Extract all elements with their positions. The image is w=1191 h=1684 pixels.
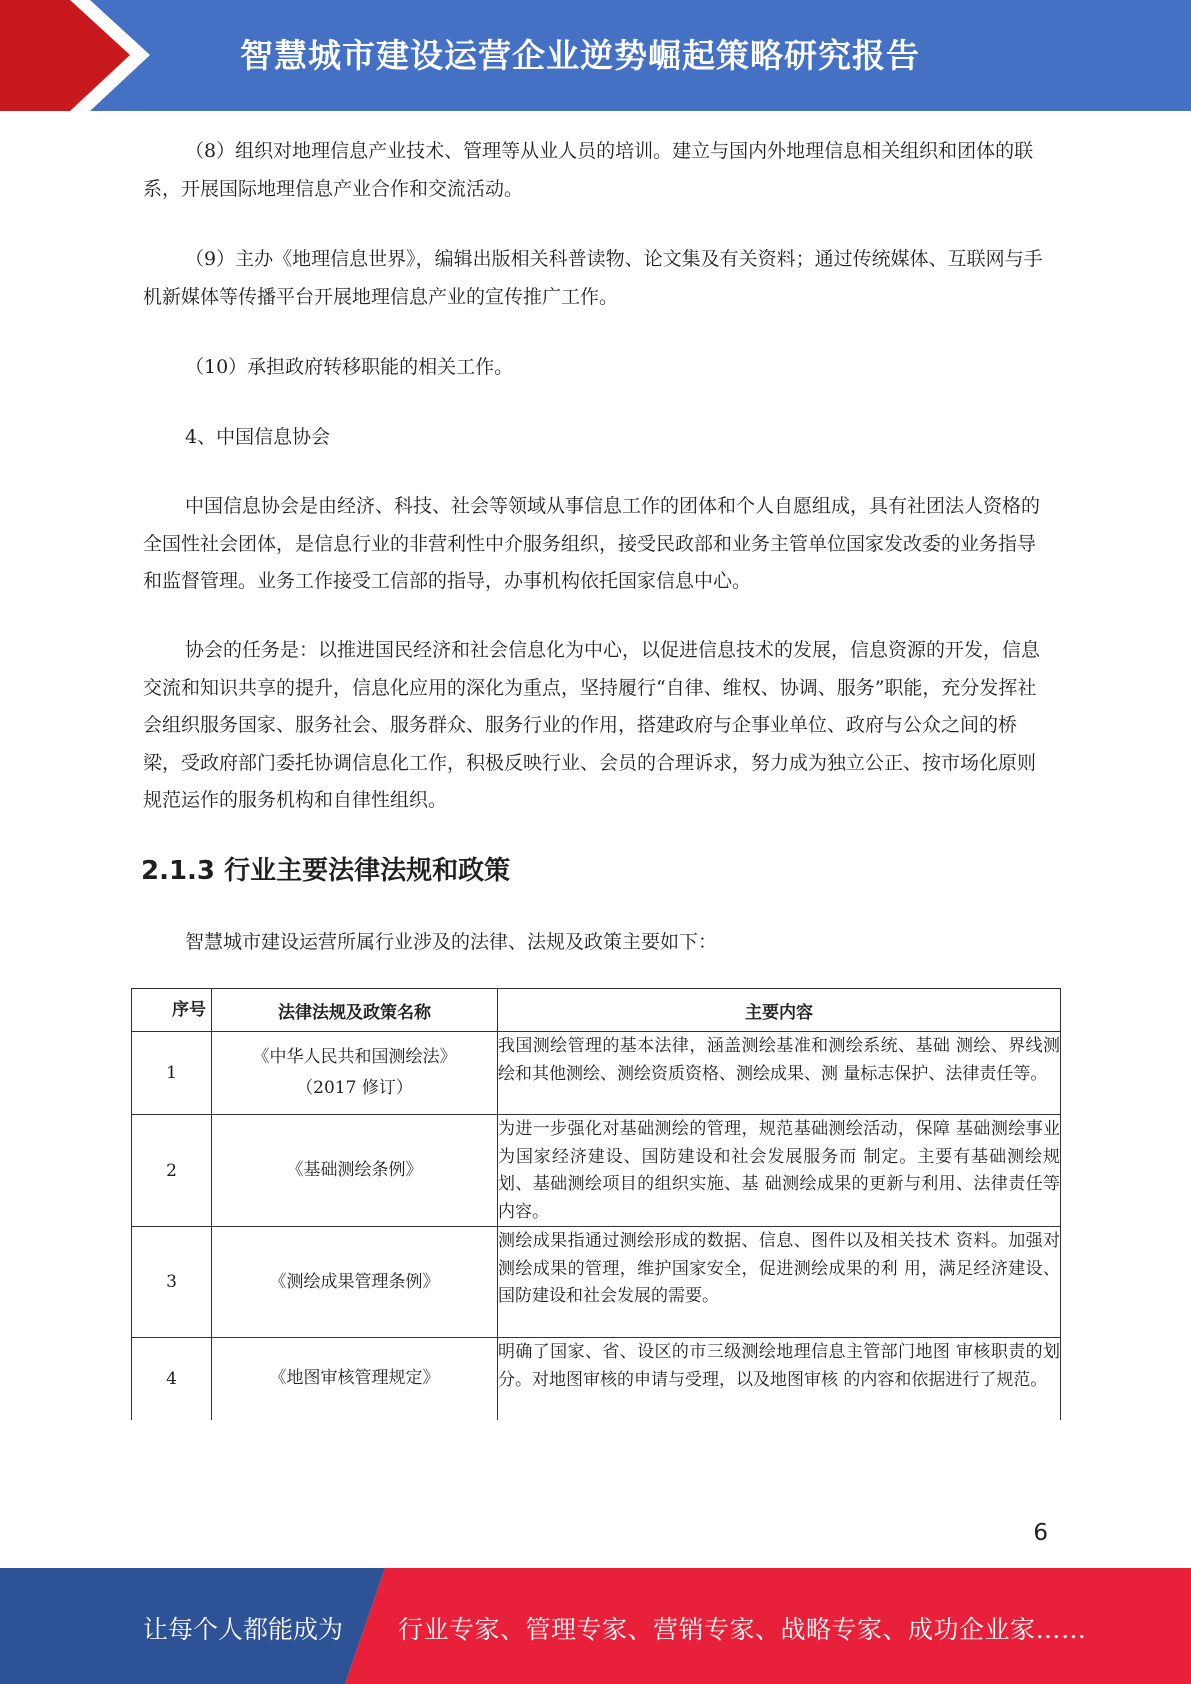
law-name-line: 《中华人民共和国测绘法》: [252, 1047, 457, 1067]
law-content: 明确了国家、省、设区的市三级测绘地理信息主管部门地图 审核职责的划分。对地图审核的申请与受理，以及地图审核 的内容和依据进行了规范。: [498, 1338, 1061, 1420]
page-number: 6: [1033, 1520, 1048, 1546]
table-row: [132, 1115, 1061, 1227]
row-number: 4: [132, 1338, 212, 1420]
column-header-num: 序号: [132, 989, 212, 1032]
subsection-label: 4、中国信息协会: [185, 426, 331, 448]
table-header-row: [132, 989, 1061, 1032]
row-number: 2: [132, 1115, 212, 1227]
row-number: 1: [132, 1032, 212, 1115]
table-row: [132, 1338, 1061, 1420]
paragraph-item-9: （9）主办《地理信息世界》，编辑出版相关科普读物、论文集及有关资料；通过传统媒体、互联网与手机新媒体等传播平台开展地理信息产业的宣传推广工作。: [143, 248, 1043, 308]
column-header-name: 法律法规及政策名称: [212, 989, 498, 1032]
paragraph-item-10: （10）承担政府转移职能的相关工作。: [185, 356, 514, 378]
paragraph-item-8: （8）组织对地理信息产业技术、管理等从业人员的培训。建立与国内外地理信息相关组织和团体的联系，开展国际地理信息产业合作和交流活动。: [143, 140, 1034, 200]
page-header: [0, 0, 1191, 111]
report-title: 智慧城市建设运营企业逆势崛起策略研究报告: [240, 36, 920, 75]
law-content: 为进一步强化对基础测绘的管理，规范基础测绘活动，保障 基础测绘事业为国家经济建设、国防建设和社会发展服务而 制定。主要有基础测绘规划、基础测绘项目的组织实施、基 础测绘成果的更新与利用、法律责任等内容。: [498, 1115, 1061, 1227]
law-content: 我国测绘管理的基本法律，涵盖测绘基准和测绘系统、基础 测绘、界线测绘和其他测绘、测绘资质资格、测绘成果、测 量标志保护、法律责任等。: [498, 1032, 1061, 1115]
table-row: [132, 1227, 1061, 1338]
law-name: [212, 1032, 498, 1115]
law-name: 《地图审核管理规定》: [212, 1338, 498, 1420]
column-header-content: 主要内容: [498, 989, 1061, 1032]
row-number: 3: [132, 1227, 212, 1338]
law-name: 《基础测绘条例》: [212, 1115, 498, 1227]
section-heading: 2.1.3 行业主要法律法规和政策: [141, 856, 511, 886]
law-name-note: （2017 修订）: [296, 1078, 413, 1098]
laws-table: [131, 988, 1061, 1420]
footer-slogan-left: 让每个人都能成为: [143, 1615, 344, 1644]
table-row: [132, 1032, 1061, 1115]
law-name: 《测绘成果管理条例》: [212, 1227, 498, 1338]
law-content: 测绘成果指通过测绘形成的数据、信息、图件以及相关技术 资料。加强对测绘成果的管理，维护国家安全，促进测绘成果的利 用，满足经济建设、国防建设和社会发展的需要。: [498, 1227, 1061, 1338]
paragraph-cia-tasks: 协会的任务是：以推进国民经济和社会信息化为中心，以促进信息技术的发展，信息资源的开发，信息交流和知识共享的提升，信息化应用的深化为重点，坚持履行“自律、维权、协调、服务”职能，充分发挥社会组织服务国家、服务社会、服务群众、服务行业的作用，搭建政府与企事业单位、政府与公众之间的桥梁，受政府部门委托协调信息化工作，积极反映行业、会员的合理诉求，努力成为独立公正、按市场化原则规范运作的服务机构和自律性组织。: [143, 639, 1041, 811]
footer-slogan-right: 行业专家、管理专家、营销专家、战略专家、成功企业家……: [398, 1615, 1087, 1644]
page-footer: [0, 1568, 1191, 1684]
table-intro: 智慧城市建设运营所属行业涉及的法律、法规及政策主要如下：: [185, 931, 718, 953]
paragraph-cia-description: 中国信息协会是由经济、科技、社会等领域从事信息工作的团体和个人自愿组成，具有社团法人资格的全国性社会团体，是信息行业的非营利性中介服务组织，接受民政部和业务主管单位国家发改委的业务指导和监督管理。业务工作接受工信部的指导，办事机构依托国家信息中心。: [143, 495, 1041, 592]
